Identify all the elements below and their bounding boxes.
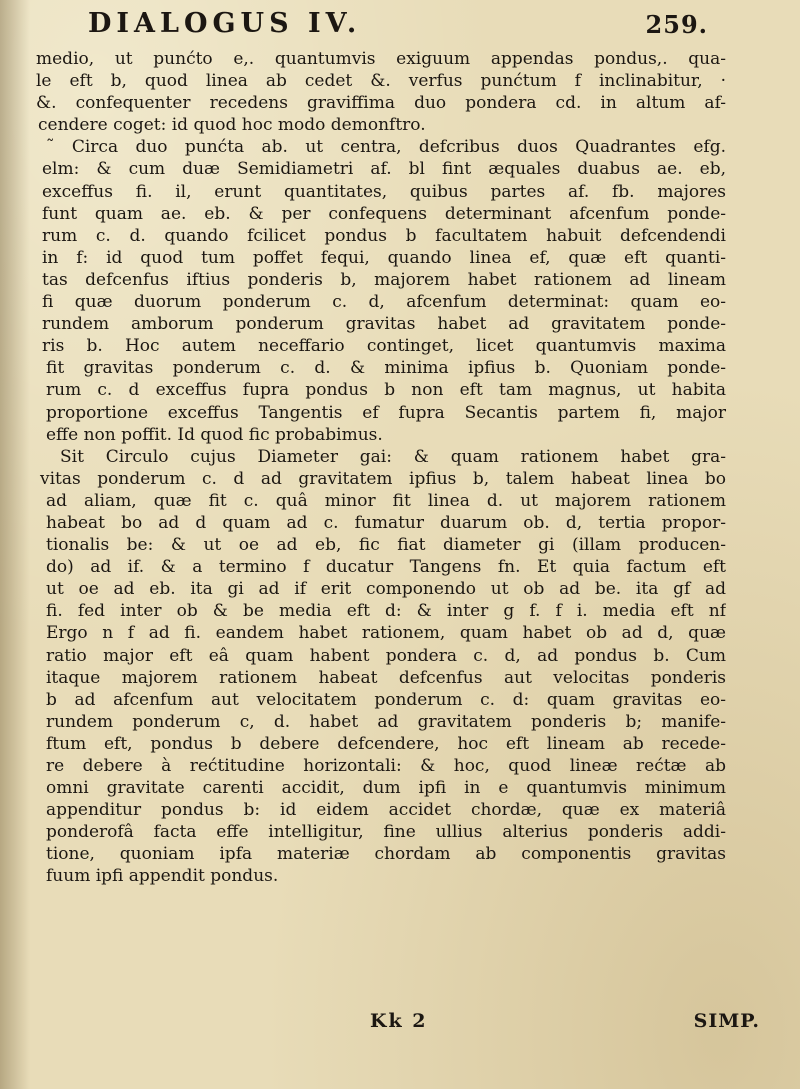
text-line: fuum ipfi appendit pondus. bbox=[46, 866, 279, 887]
text-line: ftum eft, pondus b debere defcendere, hoc eft lineam ab recede- bbox=[46, 733, 726, 754]
text-line: effe non poffit. Id quod fic probabimus. bbox=[46, 424, 383, 445]
text-line: Ergo n f ad fi. eandem habet rationem, quam habet ob ad d, quæ bbox=[46, 623, 726, 644]
page-number: 259. bbox=[645, 10, 708, 39]
page-footer bbox=[60, 1010, 760, 1038]
text-line: ad aliam, quæ fit c. quâ minor fit linea d. ut majorem rationem bbox=[46, 490, 726, 511]
running-head bbox=[88, 8, 708, 46]
text-line: in f: id quod tum poffet fequi, quando linea ef, quæ eft quanti- bbox=[42, 247, 726, 268]
text-line: tionalis be: & ut oe ad eb, fic fiat diameter gi (illam producen- bbox=[46, 535, 726, 556]
text-line: fi quæ duorum ponderum c. d, afcenfum determinat: quam eo- bbox=[42, 292, 726, 313]
text-line: fi. fed inter ob & be media eft d: & inter g f. f i. media eft nf bbox=[46, 601, 726, 622]
text-line: rundem ponderum c, d. habet ad gravitatem ponderis b; manife- bbox=[46, 711, 726, 732]
text-line: ratio major eft eâ quam habent pondera c. d, ad pondus b. Cum bbox=[46, 645, 726, 666]
text-line: ˜ Circa duo punćta ab. ut centra, defcribus duos Quadrantes efg. bbox=[46, 137, 726, 158]
text-line: habeat bo ad d quam ad c. fumatur duarum ob. d, tertia propor- bbox=[46, 512, 726, 533]
text-line: &. confequenter recedens graviffima duo pondera cd. in altum af- bbox=[36, 93, 726, 114]
text-line: funt quam ae. eb. & per confequens determinant afcenfum ponde- bbox=[42, 203, 726, 224]
text-line: b ad afcenfum aut velocitatem ponderum c. d: quam gravitas eo- bbox=[46, 689, 726, 710]
text-line: Sit Circulo cujus Diameter gai: & quam rationem habet gra- bbox=[60, 446, 726, 467]
text-line: rundem amborum ponderum gravitas habet ad gravitatem ponde- bbox=[42, 314, 726, 335]
running-head-title: DIALOGUS IV. bbox=[88, 8, 362, 39]
text-line: cendere coget: id quod hoc modo demonftro. bbox=[38, 115, 426, 136]
text-line: itaque majorem rationem habeat defcenfus aut velocitas ponderis bbox=[46, 667, 726, 688]
gutter-shadow bbox=[0, 0, 30, 1089]
text-line: ris b. Hoc autem neceffario continget, licet quantumvis maxima bbox=[42, 336, 726, 357]
text-line: exceffus fi. il, erunt quantitates, quibus partes af. fb. majores bbox=[42, 181, 726, 202]
text-line: re debere à rećtitudine horizontali: & hoc, quod lineæ rećtæ ab bbox=[46, 756, 726, 776]
text-line: rum c. d. quando fcilicet pondus b facultatem habuit defcendendi bbox=[42, 225, 726, 246]
text-line: fit gravitas ponderum c. d. & minima ipfius b. Quoniam ponde- bbox=[46, 358, 726, 379]
text-line: ut oe ad eb. ita gi ad if erit componendo ut ob ad be. ita gf ad bbox=[46, 579, 726, 600]
signature-mark: Kk 2 bbox=[370, 1010, 428, 1032]
text-line: do) ad if. & a termino f ducatur Tangens fn. Et quia factum eft bbox=[46, 557, 726, 578]
text-line: elm: & cum duæ Semidiametri af. bl fint æquales duabus ae. eb, bbox=[42, 159, 726, 180]
catchword: SIMP. bbox=[693, 1010, 760, 1032]
text-line: omni gravitate carenti accidit, dum ipfi in e quantumvis minimum bbox=[46, 778, 726, 799]
text-line: proportione exceffus Tangentis ef fupra Secantis partem fi, major bbox=[46, 402, 726, 423]
text-line: tione, quoniam ipfa materiæ chordam ab componentis gravitas bbox=[46, 844, 726, 865]
text-line: appenditur pondus b: id eidem accidet chordæ, quæ ex materiâ bbox=[46, 800, 726, 821]
text-line: medio, ut punćto e,. quantumvis exiguum appendas pondus,. qua- bbox=[36, 49, 726, 69]
text-line: ponderofâ facta effe intelligitur, fine ullius alterius ponderis addi- bbox=[46, 822, 726, 843]
text-line: tas defcenfus iftius ponderis b, majorem habet rationem ad lineam bbox=[42, 269, 726, 290]
text-line: le eft b, quod linea ab cedet &. verfus punćtum f inclinabitur, · bbox=[36, 71, 726, 92]
text-line: vitas ponderum c. d ad gravitatem ipfius b, talem habeat linea bo bbox=[40, 468, 726, 489]
body-text bbox=[36, 48, 726, 888]
text-line: rum c. d exceffus fupra pondus b non eft tam magnus, ut habita bbox=[46, 380, 726, 401]
